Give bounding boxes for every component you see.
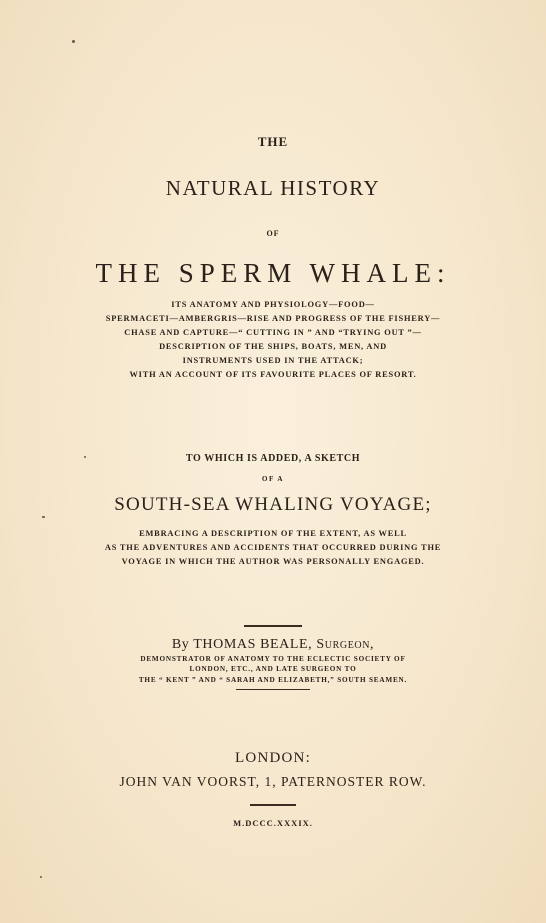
divider-rule	[244, 625, 302, 627]
paper-speck	[40, 876, 42, 878]
credentials-line: DEMONSTRATOR OF ANATOMY TO THE ECLECTIC SOCIETY OF	[140, 655, 406, 663]
publication-place: LONDON:	[235, 750, 311, 766]
embracing-line: VOYAGE IN WHICH THE AUTHOR WAS PERSONALLY ENGAGED.	[121, 557, 425, 566]
author-by: By	[171, 637, 190, 652]
embracing-line: EMBRACING A DESCRIPTION OF THE EXTENT, AS WELL	[139, 529, 407, 538]
paper-speck	[84, 456, 86, 458]
subtitle-line: INSTRUMENTS USED IN THE ATTACK;	[182, 356, 364, 365]
voyage-title: SOUTH-SEA WHALING VOYAGE;	[114, 494, 432, 515]
author-role: Surgeon,	[316, 637, 375, 652]
title-of-a: OF A	[262, 475, 284, 483]
embracing-line: AS THE ADVENTURES AND ACCIDENTS THAT OCCURRED DURING THE	[104, 543, 442, 552]
publisher: JOHN VAN VOORST, 1, PATERNOSTER ROW.	[119, 774, 427, 789]
subtitle-line: CHASE AND CAPTURE—“ CUTTING IN ” AND “TRYING OUT ”—	[124, 328, 422, 337]
credentials-line: THE “ KENT ” AND “ SARAH AND ELIZABETH,” SOUTH SEAMEN.	[138, 676, 408, 684]
subtitle-line: DESCRIPTION OF THE SHIPS, BOATS, MEN, AND	[159, 342, 387, 351]
author-line	[0, 637, 546, 653]
subject-title: THE SPERM WHALE:	[95, 258, 451, 288]
title-of: OF	[266, 229, 280, 238]
subtitle-line: ITS ANATOMY AND PHYSIOLOGY—FOOD—	[171, 300, 375, 309]
divider-rule	[250, 804, 296, 806]
paper-speck	[42, 516, 45, 518]
subtitle-line: WITH AN ACCOUNT OF ITS FAVOURITE PLACES OF RESORT.	[129, 370, 417, 379]
author-name: THOMAS BEALE,	[193, 637, 313, 652]
added-sketch: TO WHICH IS ADDED, A SKETCH	[185, 453, 361, 464]
main-title: NATURAL HISTORY	[165, 176, 381, 200]
credentials-line: LONDON, ETC., AND LATE SURGEON TO	[189, 665, 357, 673]
divider-rule	[236, 689, 310, 690]
publication-year: M.DCCC.XXXIX.	[233, 818, 313, 828]
paper-speck	[72, 40, 75, 43]
subtitle-line: SPERMACETI—AMBERGRIS—RISE AND PROGRESS OF THE FISHERY—	[105, 314, 441, 323]
title-the: THE	[257, 134, 289, 149]
